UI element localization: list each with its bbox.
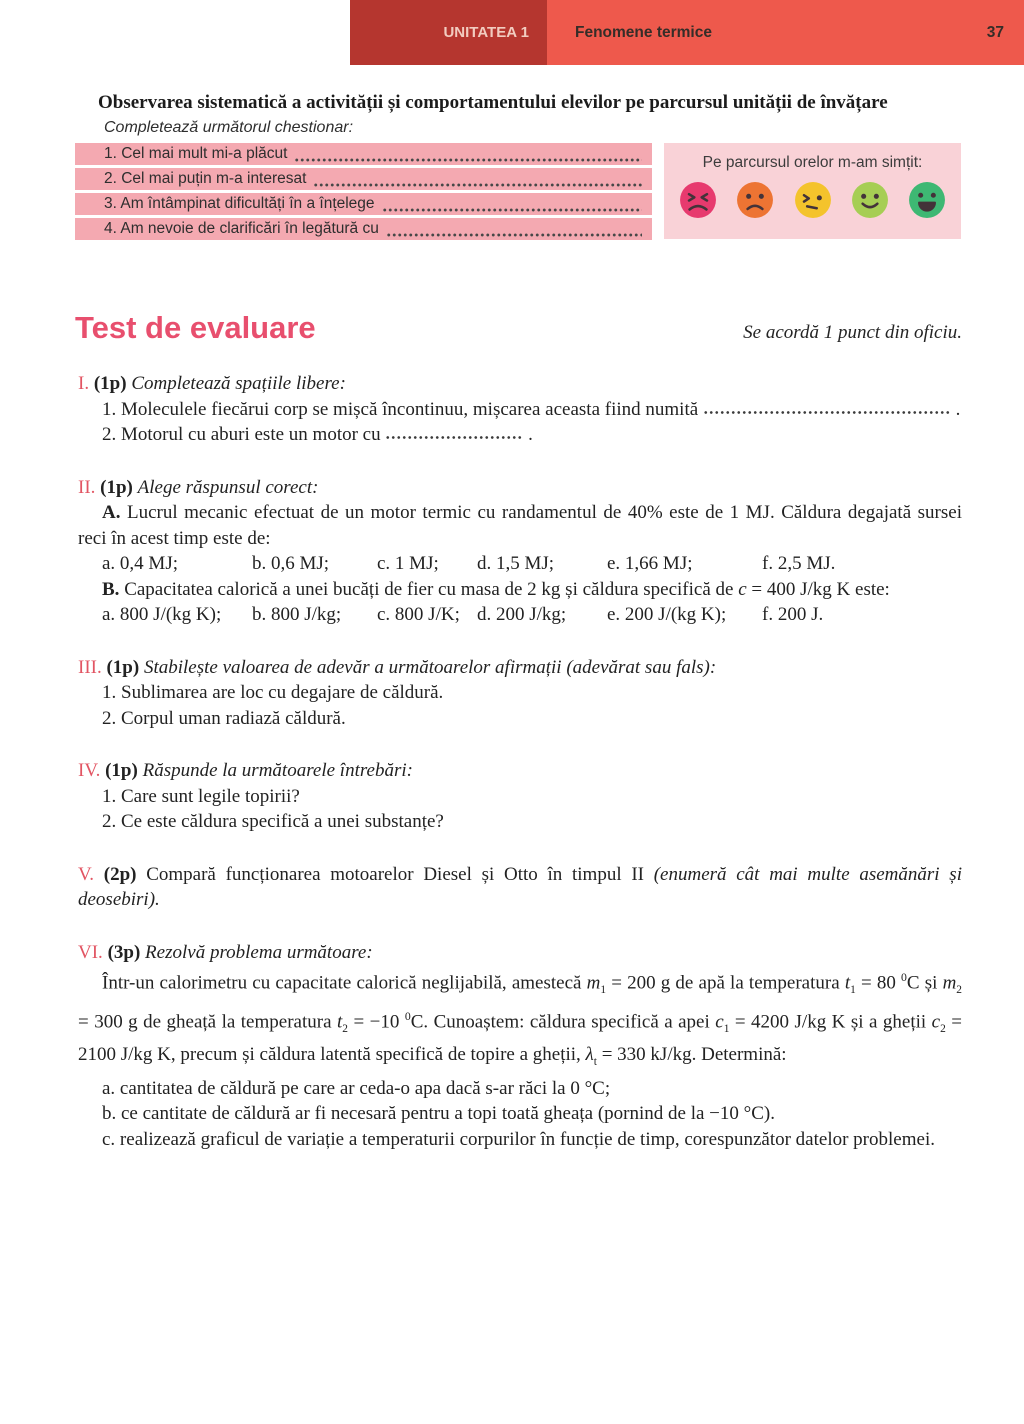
questionnaire-row-3	[75, 193, 652, 215]
test-section-IV	[78, 758, 962, 835]
subtask-b: b. ce cantitate de căldură ar fi necesară pentru a topi toată gheața (pornind de la −10 °C).	[102, 1103, 775, 1125]
question-A: A. Lucrul mecanic efectuat de un motor termic cu randamentul de 40% este de 1 MJ. Căldura degajată sursei reci în acest timp este de:	[78, 502, 962, 549]
subtask-a: a. cantitatea de căldură pe care ar ceda-o apa dacă s-ar răci la 0 °C;	[102, 1077, 611, 1099]
sad-face-icon	[736, 181, 774, 219]
answer-options-A: a. 0,4 MJ; b. 0,6 MJ; c. 1 MJ; d. 1,5 MJ; e. 1,66 MJ; f. 2,5 MJ.	[102, 553, 836, 574]
mood-caption: Pe parcursul orelor m-am simțit:	[702, 154, 923, 171]
row-label: 1. Cel mai mult mi-a plăcut	[104, 145, 288, 162]
test-note: Se acordă 1 punct din oficiu.	[743, 322, 962, 343]
happy-face-icon	[851, 181, 889, 219]
test-section-II	[78, 475, 962, 628]
test-title: Test de evaluare	[75, 310, 316, 345]
test-section-III	[78, 655, 962, 732]
confused-face-icon	[794, 181, 832, 219]
dotted-answer-line	[386, 218, 642, 240]
subtask-c: c. realizează graficul de variație a temperaturii corpurilor în funcție de timp, corespunzător datelor problemei.	[102, 1128, 935, 1150]
page-number: 37	[986, 23, 1004, 41]
dotted-answer-line	[382, 193, 642, 215]
unit-label: UNITATEA 1	[443, 24, 529, 41]
questionnaire-title: Observarea sistematică a activității și comportamentului elevilor pe parcursul unității de învățare	[98, 92, 888, 113]
problem-statement: Într-un calorimetru cu capacitate calorică neglijabilă, amestecă $m_1 = 200$ g de apă la temperatura $t_1 = 80$ $^0$C și $m_2 = 300$ g de gheață la temperatura $t_2 = -10$ $^0$C. Cunoaștem: căldura specifică a apei $c_1 = 4200$ J/kg K și a gheții $c_2 = 2100$ J/kg K, precum și căldura latentă specifică de topire a gheții, $\lambda_t = 330$ kJ/kg. Determină:	[78, 971, 963, 1069]
delighted-face-icon	[908, 181, 946, 219]
angry-face-icon	[679, 181, 717, 219]
section-heading: IV. (1p) Răspunde la următoarele întrebări:	[78, 760, 413, 781]
questionnaire-row-2	[75, 168, 652, 190]
question-item: 2. Ce este căldura specifică a unei substanțe?	[102, 811, 444, 832]
dotted-answer-line	[294, 143, 642, 165]
section-heading: III. (1p) Stabilește valoarea de adevăr a următoarelor afirmații (adevărat sau fals):	[78, 656, 717, 678]
questionnaire-row-4	[75, 218, 652, 240]
question-item: 1. Care sunt legile topirii?	[102, 785, 300, 807]
test-section-V	[78, 862, 962, 913]
mood-faces	[664, 172, 961, 219]
fill-in-item: 1. Moleculele fiecărui corp se mișcă încontinuu, mișcarea aceasta fiind numită .	[102, 398, 961, 420]
test-section-VI	[78, 940, 962, 1153]
test-section-I	[78, 371, 962, 448]
chapter-title: Fenomene termice	[575, 23, 712, 41]
questionnaire-subtitle: Completează următorul chestionar:	[104, 119, 354, 136]
row-label: 2. Cel mai puțin m-a interesat	[104, 170, 307, 187]
fill-in-item: 2. Motorul cu aburi este un motor cu .	[102, 424, 533, 445]
section-heading: I. (1p) Completează spațiile libere:	[78, 373, 346, 394]
test-header	[75, 310, 962, 346]
answer-options-B: a. 800 J/(kg K); b. 800 J/kg; c. 800 J/K; d. 200 J/kg; e. 200 J/(kg K); f. 200 J.	[102, 604, 824, 625]
dotted-answer-line	[313, 168, 642, 190]
row-label: 4. Am nevoie de clarificări în legătură cu	[104, 220, 379, 237]
question-B: B. Capacitatea calorică a unei bucăți de fier cu masa de 2 kg și căldura specifică de c = 400 J/kg K este:	[102, 578, 890, 600]
unit-banner	[350, 0, 547, 65]
row-label: 3. Am întâmpinat dificultăți în a înțelege	[104, 195, 375, 212]
section-heading: V. (2p) Compară funcționarea motoarelor Diesel și Otto în timpul II (enumeră cât mai multe asemănări și deosebiri).	[78, 863, 962, 910]
section-heading: VI. (3p) Rezolvă problema următoare:	[78, 941, 373, 963]
mood-box	[664, 143, 961, 239]
statement-item: 1. Sublimarea are loc cu degajare de căldură.	[102, 682, 444, 703]
section-heading: II. (1p) Alege răspunsul corect:	[78, 476, 319, 498]
test-body	[78, 371, 962, 1179]
chapter-banner	[547, 0, 1024, 65]
questionnaire-row-1	[75, 143, 652, 165]
questionnaire-rows	[75, 143, 652, 240]
statement-item: 2. Corpul uman radiază căldură.	[102, 707, 346, 729]
